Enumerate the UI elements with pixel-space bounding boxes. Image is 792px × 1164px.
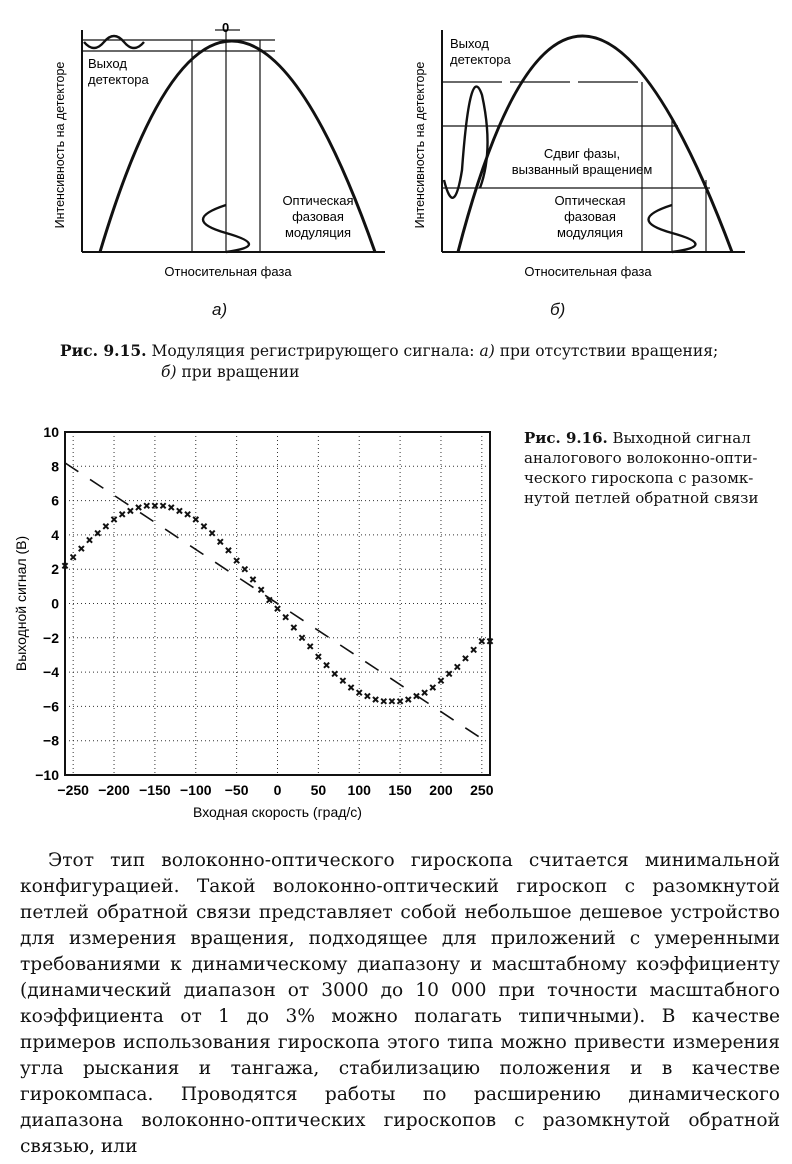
detector-output-wave (84, 36, 144, 48)
data-point (479, 639, 484, 644)
data-point (128, 508, 133, 513)
data-point (201, 524, 206, 529)
x-tick-label: 100 (347, 782, 371, 798)
data-point (299, 635, 304, 640)
x-tick-label: −150 (139, 782, 171, 798)
shift-label-line1: Сдвиг фазы, (543, 146, 621, 161)
data-point (324, 663, 329, 668)
modulation-label-line2: фазовая (564, 209, 616, 224)
data-point (210, 531, 215, 536)
y-tick-label: −2 (43, 629, 59, 646)
modulation-label-line1: Оптическая (554, 193, 626, 208)
y-tick-label: 2 (51, 561, 59, 578)
data-point (381, 699, 386, 704)
y-axis-label: Интенсивность на детекторе (53, 61, 67, 229)
data-point (471, 647, 476, 652)
y-axis-label: Интенсивность на детекторе (413, 61, 427, 229)
caption-number: Рис. 9.16. (524, 429, 608, 447)
body-paragraph: Этот тип волоконно-оптического гироскопа считается минимальной конфигурацией. Такой волоконно-оптический гироскоп с разомкнутой петлей обратной связи представляет собой небольшое дешевое устройство для измерения вращения, подходящее для приложений с умеренными требованиями к динамическому диапазону и масштабному коэффициенту (динамический диапазон от 3000 до 10 000 при точности масштабного коэффициента от 1 до 3% можно полагать типичными). В качестве примеров использования гироскопа этого типа можно привести измерения угла рыскания и тангажа, стабилизацию положения и в качестве гирокомпаса. Проводятся работы по расширению динамического диапазона волоконно-оптических гироскопов с разомкнутой обратной связью, или (20, 850, 780, 1157)
data-point (430, 685, 435, 690)
x-tick-label: −250 (57, 782, 89, 798)
data-point (120, 512, 125, 517)
data-point (79, 546, 84, 551)
data-point (218, 539, 223, 544)
caption-number: Рис. 9.15. (60, 341, 147, 360)
x-tick-label: 50 (310, 782, 327, 798)
data-point (152, 503, 157, 508)
panel-label-a: а) (212, 300, 228, 319)
detector-label-line1: Выход (450, 36, 489, 51)
x-tick-label: −50 (224, 782, 249, 798)
reference-line-series (65, 463, 490, 744)
y-tick-label: −10 (35, 767, 59, 783)
y-tick-label: 4 (51, 526, 59, 543)
caption-text: Модуляция регистрирующего сигнала: (151, 342, 475, 360)
caption-b-text: при вращении (181, 363, 300, 381)
shift-label-line2: вызванный вращением (511, 162, 653, 177)
x-tick-label: 250 (470, 782, 494, 798)
figure-9-16-chart (10, 420, 510, 830)
modulation-label-line2: фазовая (292, 209, 344, 224)
data-point (177, 508, 182, 513)
y-tick-label: 8 (51, 458, 59, 475)
data-point (438, 678, 443, 683)
data-point (332, 671, 337, 676)
figure-9-15a-diagram (50, 20, 390, 285)
data-point (463, 656, 468, 661)
dashed-reference-line (65, 463, 490, 744)
detector-label-line2: детектора (450, 52, 511, 67)
data-point (103, 524, 108, 529)
x-axis-label: Относительная фаза (164, 264, 292, 279)
data-point (291, 625, 296, 630)
y-tick-label: 6 (51, 492, 59, 509)
data-point (144, 503, 149, 508)
data-point (234, 558, 239, 563)
detector-label-line2: детектора (88, 72, 149, 87)
y-tick-label: −4 (43, 664, 59, 681)
figure-9-15b-diagram (410, 20, 750, 285)
data-point (160, 503, 165, 508)
y-tick-label: −6 (43, 698, 59, 715)
caption-line3: ческого гироскопа с разомк- (524, 469, 754, 487)
figure-9-15-caption (60, 340, 780, 383)
data-point (87, 537, 92, 542)
data-point (389, 699, 394, 704)
caption-a-label: а) (479, 342, 495, 360)
data-point (365, 694, 370, 699)
panel-label-b: б) (550, 300, 566, 319)
data-point (406, 697, 411, 702)
data-point (316, 654, 321, 659)
x-tick-labels (57, 782, 493, 798)
modulation-label-line3: модуляция (556, 225, 624, 240)
figure-9-16-caption (524, 428, 786, 508)
modulation-label-line1: Оптическая (282, 193, 354, 208)
data-point (275, 606, 280, 611)
caption-a-text: при отсутствии вращения; (499, 342, 719, 360)
detector-label-line1: Выход (88, 56, 127, 71)
data-point (226, 548, 231, 553)
data-point (169, 505, 174, 510)
y-tick-label: 0 (51, 595, 59, 612)
caption-line4: нутой петлей обратной связи (524, 489, 759, 507)
x-axis-label: Входная скорость (град/с) (193, 804, 362, 820)
zero-mark: 0 (222, 20, 230, 35)
data-point (308, 644, 313, 649)
x-tick-label: 150 (388, 782, 412, 798)
data-point (357, 690, 362, 695)
data-point (283, 615, 288, 620)
caption-line1: Выходной сигнал (612, 429, 751, 447)
data-point (71, 555, 76, 560)
y-axis-label: Выходной сигнал (В) (13, 535, 29, 672)
data-point (397, 699, 402, 704)
x-tick-label: −100 (179, 782, 212, 798)
x-tick-label: 200 (429, 782, 453, 798)
x-axis-label: Относительная фаза (524, 264, 652, 279)
data-point (111, 517, 116, 522)
modulation-label-line3: модуляция (284, 225, 352, 240)
data-point (250, 577, 255, 582)
data-point (242, 567, 247, 572)
y-tick-label: 10 (43, 424, 59, 440)
detector-output-wave (444, 87, 488, 198)
y-tick-label: −8 (43, 732, 59, 749)
y-tick-labels (35, 424, 59, 783)
data-point (373, 697, 378, 702)
caption-line2: аналогового волоконно-опти- (524, 449, 758, 467)
data-point (259, 587, 264, 592)
caption-b-label: б) (161, 363, 177, 381)
data-point (340, 678, 345, 683)
data-point (422, 690, 427, 695)
data-point (185, 512, 190, 517)
data-point (136, 505, 141, 510)
data-point (455, 664, 460, 669)
data-point (348, 685, 353, 690)
x-tick-label: 0 (273, 782, 282, 798)
x-tick-label: −200 (98, 782, 130, 798)
data-point (193, 517, 198, 522)
